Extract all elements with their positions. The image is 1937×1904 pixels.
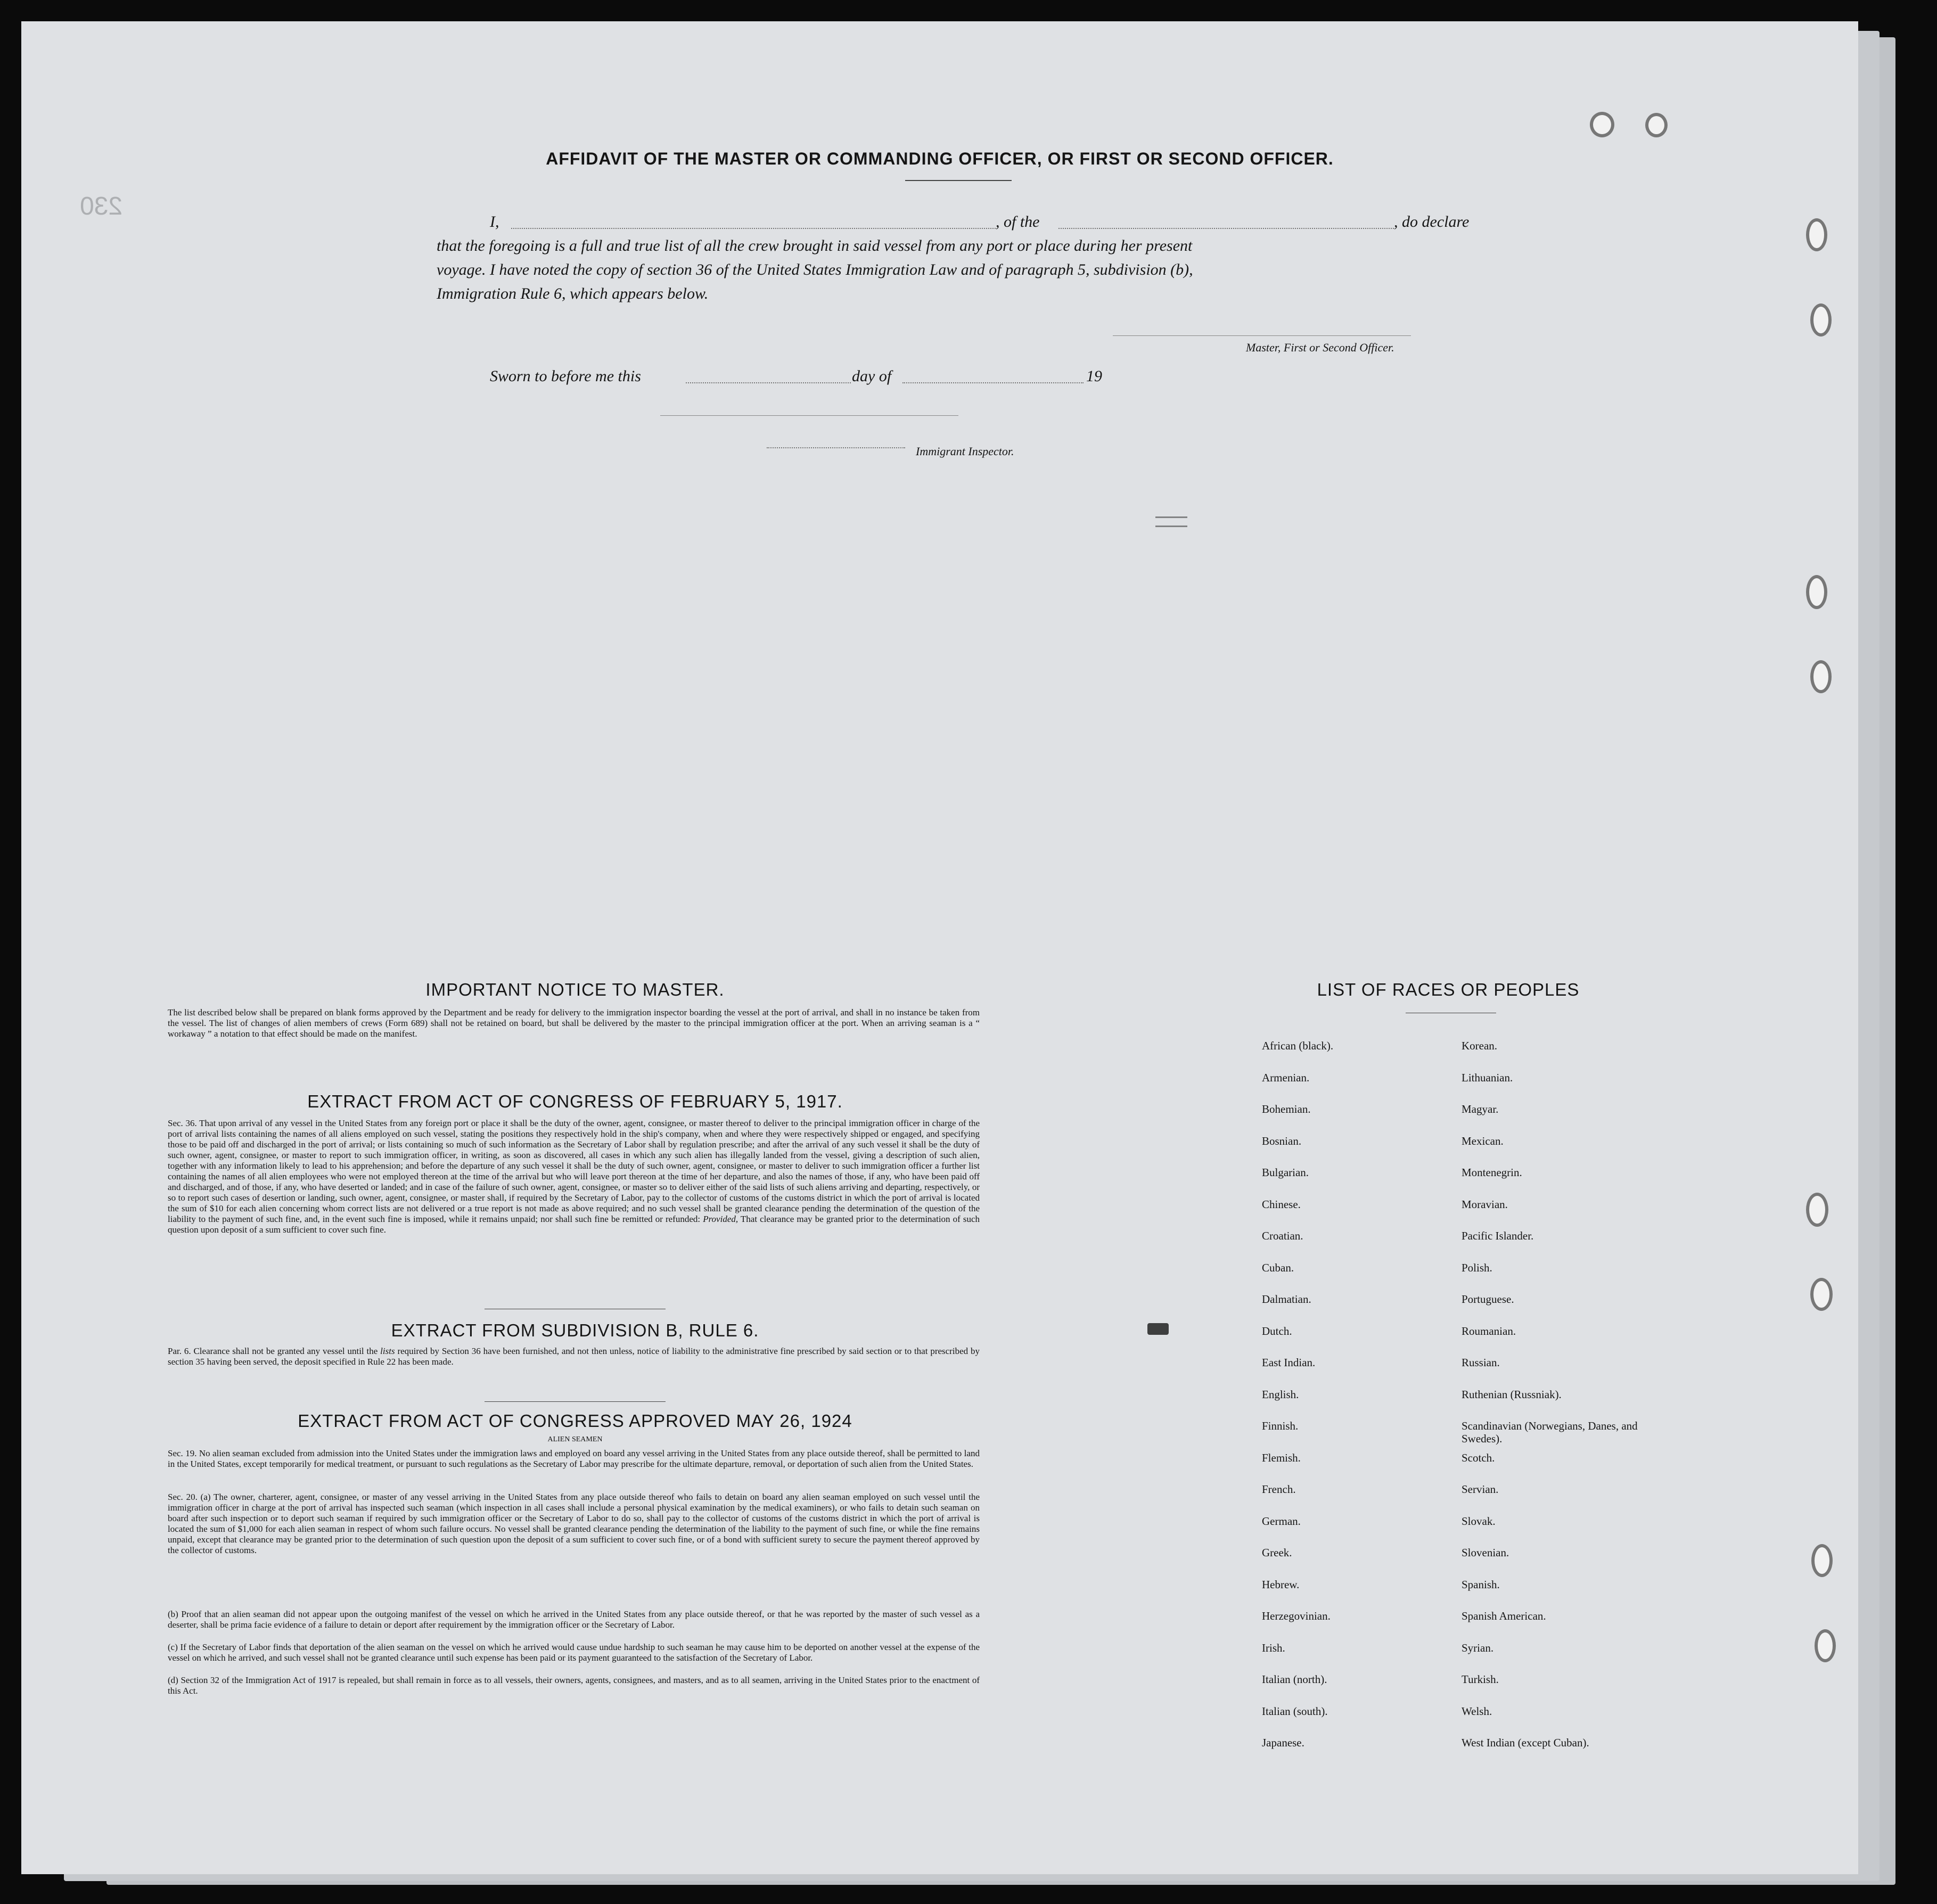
affidavit-do-declare: , do declare	[1394, 213, 1470, 231]
ink-smudge	[1147, 1323, 1169, 1335]
title-divider	[905, 180, 1012, 181]
document-page	[21, 21, 1858, 1874]
notice-title: IMPORTANT NOTICE TO MASTER.	[425, 980, 725, 999]
list-item: Dalmatian.	[1262, 1293, 1311, 1306]
rule6-text-end: required by Section 36 have been furnished, and not then unless, notice of liability to the administrative fine prescribed by said section or to that prescribed by section 35 having been served, the deposit specified in Rule 22 has been made.	[168, 1346, 980, 1367]
rule6-text: Par. 6. Clearance shall not be granted any vessel until the	[168, 1346, 378, 1356]
extract-1924-sec20c: (c) If the Secretary of Labor finds that deportation of the alien seaman on the vessel on which he arrived would cause undue hardship to such seaman he may cause him to be deported on another vessel at the expense of the vessel on which he arrived, and such vessel shall not be granted clearance until such expense has been paid or its payment guaranteed to the satisfaction of the Secretary of Labor.	[168, 1642, 980, 1663]
list-item: Dutch.	[1262, 1325, 1292, 1337]
list-item: African (black).	[1262, 1039, 1334, 1052]
affidavit-i: I,	[490, 213, 499, 231]
list-item: Bulgarian.	[1262, 1166, 1309, 1179]
sworn-day-blank	[686, 382, 851, 383]
list-item: Scotch.	[1462, 1451, 1495, 1464]
affidavit-title: AFFIDAVIT OF THE MASTER OR COMMANDING OFFICER, OR FIRST OR SECOND OFFICER.	[546, 149, 1334, 168]
races-title: LIST OF RACES OR PEOPLES	[1317, 980, 1580, 999]
list-item: Syrian.	[1462, 1642, 1494, 1654]
list-item: Mexican.	[1462, 1135, 1504, 1147]
extract-1924-sec20b: (b) Proof that an alien seaman did not appear upon the outgoing manifest of the vessel on which he arrived in the United States from any place outside thereof, or that he was reported by the master of such vessel as a deserter, shall be prima facie evidence of a failure to detain or deport after requirement by the immigration officer or the Secretary of Labor.	[168, 1609, 980, 1630]
list-item: Slovenian.	[1462, 1546, 1509, 1559]
list-item: English.	[1262, 1388, 1299, 1401]
list-item: Slovak.	[1462, 1515, 1496, 1528]
list-item: Greek.	[1262, 1546, 1292, 1559]
punch-hole	[1810, 303, 1832, 337]
extract-1924-subtitle: ALIEN SEAMEN	[547, 1435, 603, 1443]
extract-rule6-title: EXTRACT FROM SUBDIVISION B, RULE 6.	[391, 1320, 759, 1340]
list-item: Korean.	[1462, 1039, 1498, 1052]
affidavit-line3: voyage. I have noted the copy of section 36 of the United States Immigration Law and of paragraph 5, subdivision (b),	[437, 261, 1193, 278]
list-item: Moravian.	[1462, 1198, 1508, 1211]
punch-hole	[1806, 1193, 1828, 1227]
list-item: Polish.	[1462, 1261, 1492, 1274]
sworn-month-blank	[902, 382, 1084, 383]
extract-1917-text-end: That clearance may be granted prior to the determination of such question upon deposit of a sum sufficient to cover such fine.	[168, 1214, 980, 1235]
extract-1924-sec19: Sec. 19. No alien seaman excluded from admission into the United States under the immigration laws and employed on board any vessel arriving in the United States from any place outside thereof, shall be permitted to land in the United States, except temporarily for medical treatment, or pursuant to such regulations as the Secretary of Labor may prescribe for the ultimate departure, removal, or deportation of such alien from the United States.	[168, 1448, 980, 1469]
extract-1917-body	[168, 1118, 980, 1235]
list-item: Armenian.	[1262, 1071, 1310, 1084]
list-item: East Indian.	[1262, 1356, 1316, 1369]
list-item: Spanish.	[1462, 1578, 1500, 1591]
notice-body: The list described below shall be prepared on blank forms approved by the Department and be ready for delivery to the immigration inspector boarding the vessel at the port of arrival, and shall in no instance be taken from the vessel. The list of changes of alien members of crews (Form 689) shall not be retained on board, but shall be delivered by the master to the principal immigration officer at the port. When an arriving seaman is a “ workaway ” a notation to that effect should be made on the manifest.	[168, 1007, 980, 1039]
list-item: West Indian (except Cuban).	[1462, 1736, 1589, 1749]
list-item: Magyar.	[1462, 1103, 1499, 1115]
list-item: Lithuanian.	[1462, 1071, 1513, 1084]
list-item: Bohemian.	[1262, 1103, 1311, 1115]
list-item: Montenegrin.	[1462, 1166, 1522, 1179]
list-item: Cuban.	[1262, 1261, 1294, 1274]
list-item: Spanish American.	[1462, 1610, 1546, 1622]
sworn-year: 19	[1086, 367, 1102, 385]
ink-smudge	[1155, 516, 1187, 527]
list-item: Scandinavian (Norwegians, Danes, and Swedes).	[1462, 1419, 1638, 1445]
list-item: Croatian.	[1262, 1229, 1303, 1242]
list-item: Servian.	[1462, 1483, 1499, 1496]
list-item: Japanese.	[1262, 1736, 1304, 1749]
list-item: Flemish.	[1262, 1451, 1301, 1464]
extract-1924-sec20a: Sec. 20. (a) The owner, charterer, agent, consignee, or master of any vessel arriving in the United States from any place outside thereof who fails to detain on board any alien seaman employed on such vessel until the immigration officer in charge at the port of arrival has inspected such seaman (which inspection in all cases shall include a personal physical examination by the medical examiners), or who fails to detain such seaman on board after such inspection or to deport such seaman if required by such immigration officer or the Secretary of Labor to do so, shall pay to the collector of customs of the customs district in which the port of arrival is located the sum of $1,000 for each alien seaman in respect of whom such failure occurs. No vessel shall be granted clearance pending the determination of the liability to the payment of such fine, or while the fine remains unpaid, except that clearance may be granted prior to the determination of such question upon the deposit of a sum sufficient to cover such fine, or of a bond with sufficient surety to secure the payment thereof approved by the collector of customs.	[168, 1492, 980, 1555]
vessel-blank	[1058, 228, 1394, 229]
section-divider	[485, 1401, 666, 1402]
list-item: Hebrew.	[1262, 1578, 1300, 1591]
list-item: Portuguese.	[1462, 1293, 1514, 1306]
list-item: Pacific Islander.	[1462, 1229, 1534, 1242]
extract-1917-title: EXTRACT FROM ACT OF CONGRESS OF FEBRUARY 5, 1917.	[307, 1091, 843, 1111]
list-item: German.	[1262, 1515, 1301, 1528]
rule6-lists: lists	[380, 1346, 395, 1356]
signature-line	[1113, 335, 1411, 336]
affidavit-line2: that the foregoing is a full and true list of all the crew brought in said vessel from any port or place during her present	[437, 237, 1193, 255]
punch-hole	[1806, 218, 1827, 251]
extract-1917-provided: Provided,	[703, 1214, 738, 1224]
list-item: Roumanian.	[1462, 1325, 1516, 1337]
list-item: Turkish.	[1462, 1673, 1499, 1686]
punch-hole	[1810, 1278, 1833, 1311]
punch-hole	[1645, 113, 1668, 137]
extract-rule6-body	[168, 1346, 980, 1367]
affidavit-of-the: , of the	[996, 213, 1040, 231]
list-item: Bosnian.	[1262, 1135, 1302, 1147]
extract-1917-text: Sec. 36. That upon arrival of any vessel in the United States from any foreign port or place it shall be the duty of the owner, agent, consignee, or master thereof to deliver to the principal immigration officer in charge of the port of arrival lists containing the names of all aliens employed on such vessel, stating the positions they respectively hold in the ship's company, when and where they were respectively shipped or engaged, and specifying those to be paid off and discharged in the port of arrival; or lists containing so much of such information as the Secretary of Labor shall by regulation prescribe; and after the arrival of any such vessel it shall be the duty of such owner, agent, consignee, or master to report to such immigration officer, in writing, as soon as discovered, all cases in which any such alien has illegally landed from the vessel, giving a description of such alien, together with any information likely to lead to his apprehension; and before the departure of any such vessel it shall be the duty of such owner, agent, consignee, or master to deliver to such immigration officer a further list containing the names of all alien employees who were not employed thereon at the time of the arrival but who will leave port thereon at the time of her departure, and also the names of those, if any, who have been paid off and discharged, and of those, if any, who have deserted or landed; and in case of the failure of such owner, agent, consignee, or master so to deliver either of the said lists of such aliens arriving and departing, respectively, or so to report such cases of desertion or landing, such owner, agent, consignee, or master shall, if required by the Secretary of Labor, pay to the collector of customs of the customs district in which the port of arrival is located the sum of $10 for each alien concerning whom correct lists are not delivered or a true report is not made as above required; and no such vessel shall be granted clearance pending the determination of the question of the liability to the payment of such fine, and, in the event such fine is imposed, while it remains unpaid; nor shall such fine be remitted or refunded:	[168, 1118, 980, 1224]
list-item: Welsh.	[1462, 1705, 1492, 1718]
list-item: Chinese.	[1262, 1198, 1301, 1211]
affidavit-line4: Immigration Rule 6, which appears below.	[437, 285, 709, 302]
list-item: Irish.	[1262, 1642, 1285, 1654]
extract-1924-title: EXTRACT FROM ACT OF CONGRESS APPROVED MAY 26, 1924	[298, 1411, 852, 1431]
punch-hole	[1811, 1544, 1833, 1577]
list-item: Russian.	[1462, 1356, 1500, 1369]
list-item: French.	[1262, 1483, 1296, 1496]
list-item: Ruthenian (Russniak).	[1462, 1388, 1562, 1401]
sworn-text: Sworn to before me this	[490, 367, 641, 385]
sworn-day-of: day of	[852, 367, 892, 385]
punch-hole	[1590, 112, 1614, 137]
punch-hole	[1810, 660, 1832, 693]
list-item: Italian (south).	[1262, 1705, 1328, 1718]
name-blank	[511, 228, 996, 229]
signature-label: Master, First or Second Officer.	[1246, 341, 1394, 354]
punch-hole	[1815, 1629, 1836, 1662]
extract-1924-sec20d: (d) Section 32 of the Immigration Act of 1917 is repealed, but shall remain in force as to all vessels, their owners, agents, consignees, and masters, and as to all seamen, arriving in the United States prior to the enactment of this Act.	[168, 1675, 980, 1696]
list-item: Finnish.	[1262, 1419, 1299, 1432]
inspector-label: Immigrant Inspector.	[916, 445, 1014, 458]
punch-hole	[1806, 575, 1827, 609]
margin-note: 230	[80, 192, 123, 220]
list-item: Herzegovinian.	[1262, 1610, 1331, 1622]
inspector-line	[660, 415, 958, 416]
list-item: Italian (north).	[1262, 1673, 1327, 1686]
inspector-blank	[767, 447, 905, 448]
